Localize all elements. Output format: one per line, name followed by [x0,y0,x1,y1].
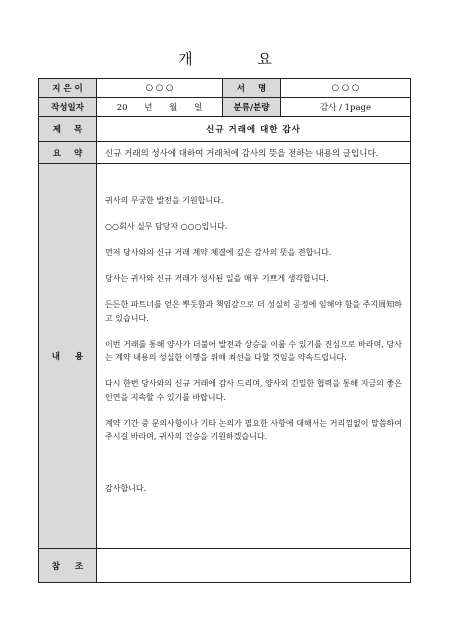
date-row [39,98,411,117]
document-form-table [38,78,411,583]
content-paragraph: 계약 기간 중 문의사항이나 기타 논의가 필요한 사항에 대해서는 거리낌없이 말씀하여 주시길 바라며, 귀사의 건승을 기원하겠습니다. [105,418,402,441]
content-paragraph: 감사합니다. [105,484,147,493]
page-title: 개 요 [178,50,302,68]
subject-label: 제 목 [39,117,97,142]
summary-label: 요 약 [39,142,97,164]
date-value: 20 년 월 일 [97,98,223,117]
author-value: ○ ○ ○ [97,79,223,98]
content-paragraph: ○○회사 실무 담당자 ○○○입니다. [105,222,228,231]
category-value: 감사 / 1page [281,98,411,117]
summary-value: 신규 거래의 성사에 대하여 거래처에 감사의 뜻을 전하는 내용의 글입니다. [97,142,411,164]
reference-row [39,549,411,583]
subject-row [39,117,411,142]
subject-value: 신규 거래에 대한 감사 [97,117,411,142]
content-paragraph: 이번 거래를 통해 양사가 더불어 발전과 상승을 이룰 수 있기를 진심으로 바라며, 당사는 계약 내용의 성실한 이행을 위해 최선을 다할 것임을 약속드립니다. [105,339,402,362]
content-paragraph [105,456,402,470]
content-body [97,164,411,549]
reference-value [97,549,411,583]
content-row [39,164,411,549]
date-label: 작성일자 [39,98,97,117]
content-paragraph: 귀사의 무궁한 발전을 기원합니다. [105,196,224,205]
content-paragraph: 당사는 귀사와 신규 거래가 성사된 일을 매우 기쁘게 생각합니다. [105,274,329,283]
reference-label: 참 조 [39,549,97,583]
content-paragraph: 든든한 파트너를 얻은 뿌듯함과 책임감으로 더 성실히 공정에 임해야 함을 주지周知하고 있습니다. [105,300,402,323]
content-paragraph: 먼저 당사와의 신규 거래 계약 체결에 깊은 감사의 뜻을 전합니다. [105,248,332,257]
content-text [97,164,410,496]
summary-row [39,142,411,164]
content-label: 내 용 [39,164,97,549]
author-label: 지 은 이 [39,79,97,98]
author-row [39,79,411,98]
signature-value: ○ ○ ○ [281,79,411,98]
category-label: 분류/분량 [223,98,281,117]
signature-label: 서 명 [223,79,281,98]
content-paragraph: 다시 한번 당사와의 신규 거래에 감사 드리며, 양사의 긴밀한 협력을 통해 지금의 좋은 인연을 지속할 수 있기를 바랍니다. [105,379,402,402]
